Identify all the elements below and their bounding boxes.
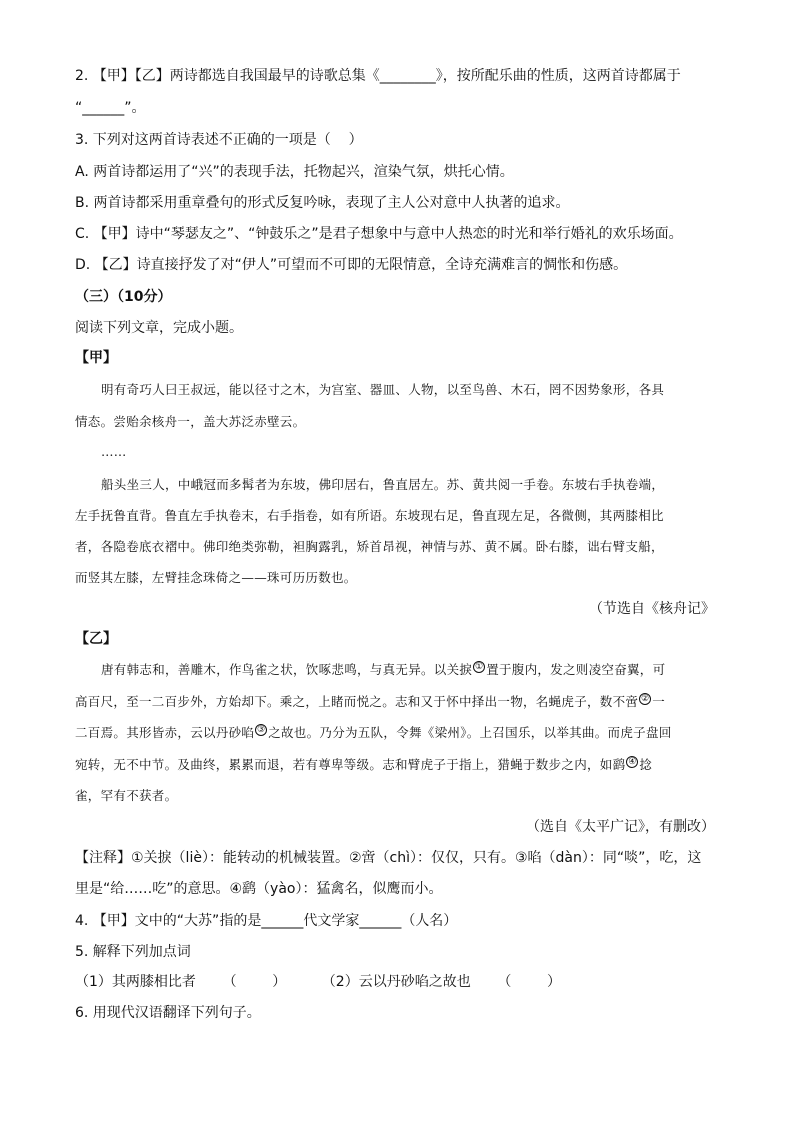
q4-text: 4. 【甲】文中的“大苏”指的是______代文学家______（人名） [75, 913, 458, 929]
q3-option-b: B. 两首诗都采用重章叠句的形式反复吟咏，表现了主人公对意中人执著的追求。 [75, 195, 570, 211]
notes-line2: 里是“给……吃”的意思。④鹞（yào）：猛禽名，似鹰而小。 [75, 881, 443, 897]
passage-jia-line: 左手抚鲁直背。鲁直左手执卷末，右手指卷，如有所语。东坡现右足，鲁直现左足，各微侧，其两膝相比 [75, 508, 664, 523]
passage-jia-line: 情态。尝贻余核舟一，盖大苏泛赤壁云。 [75, 414, 306, 429]
footnote-marker: ① [475, 661, 484, 672]
q5-items: （1）其两膝相比者 （ ） （2）云以丹砂啗之故也 （ ） [75, 974, 562, 990]
q3-stem: 3. 下列对这两首诗表述不正确的一项是（ ） [75, 132, 363, 148]
passage-jia-line: 船头坐三人，中峨冠而多髯者为东坡，佛印居右，鲁直居左。苏、黄共阅一手卷。东坡右手执卷端， [101, 477, 665, 492]
passage-yi-label: 【乙】 [75, 631, 117, 647]
notes-line1: 【注释】①关捩（liè）：能转动的机械装置。②啻（chì）：仅仅，只有。③啗（dàn）：同“啖”，吃，这 [75, 850, 702, 866]
passage-jia-ellipsis: …… [101, 444, 127, 459]
passage-yi-line: 二百焉。其形皆赤，云以丹砂啗 ③ 之故也。乃分为五队，令舞《梁州》。上召国乐，以举其曲。而虎子盘回 [75, 724, 672, 740]
q2-line2: “______”。 [75, 100, 146, 116]
q3-option-d: D. 【乙】诗直接抒发了对“伊人”可望而不可即的无限情意，全诗充满难言的惆怅和伤感。 [75, 257, 628, 273]
passage-yi-line: 唐有韩志和，善雕木，作鸟雀之状，饮啄悲鸣，与真无异。以关捩 ① 置于腹内，发之则凌空奋翼，可 [101, 661, 666, 677]
passage-yi-source: （选自《太平广记》，有删改） [526, 819, 715, 835]
passage-yi-line: 宛转，无不中节。及曲终，累累而退，若有尊卑等级。志和臂虎子于指上，猎蝇于数步之内，如鹞 ④ 捻 [75, 756, 653, 772]
q2-line1: 2. 【甲】【乙】两诗都选自我国最早的诗歌总集《________》，按所配乐曲的性质，这两首诗都属于 [75, 68, 681, 84]
footnote-marker: ③ [257, 724, 266, 735]
footnote-marker: ② [641, 693, 650, 704]
q3-option-c: C. 【甲】诗中“琴瑟友之”、“钟鼓乐之”是君子想象中与意中人热恋的时光和举行婚礼的欢乐场面。 [75, 226, 683, 242]
passage-yi-line: 雀，罕有不获者。 [75, 788, 178, 803]
q6-stem: 6. 用现代汉语翻译下列句子。 [75, 1005, 261, 1021]
section-heading: （三）（10分） [75, 289, 172, 305]
passage-jia-source: （节选自《核舟记》 [589, 601, 715, 617]
passage-jia-line: 者，各隐卷底衣褶中。佛印绝类弥勒，袒胸露乳，矫首昂视，神情与苏、黄不属。卧右膝，诎右臂支船， [75, 539, 664, 554]
q3-option-a: A. 两首诗都运用了“兴”的表现手法，托物起兴，渲染气氛，烘托心情。 [75, 164, 514, 180]
footnote-marker: ④ [628, 756, 637, 767]
passage-jia-label: 【甲】 [75, 350, 117, 366]
section-instruction: 阅读下列文章，完成小题。 [75, 320, 243, 336]
passage-jia-line: 明有奇巧人曰王叔远，能以径寸之木，为宫室、器皿、人物，以至鸟兽、木石，罔不因势象形，各具 [101, 382, 665, 397]
passage-yi-line: 高百尺，至一二百步外，方始却下。乘之，上睹而悦之。志和又于怀中择出一物，名蝇虎子，数不啻 ② 一 [75, 693, 666, 709]
q5-stem: 5. 解释下列加点词 [75, 944, 191, 960]
passage-jia-line: 而竖其左膝，左臂挂念珠倚之——珠可历历数也。 [75, 570, 357, 585]
